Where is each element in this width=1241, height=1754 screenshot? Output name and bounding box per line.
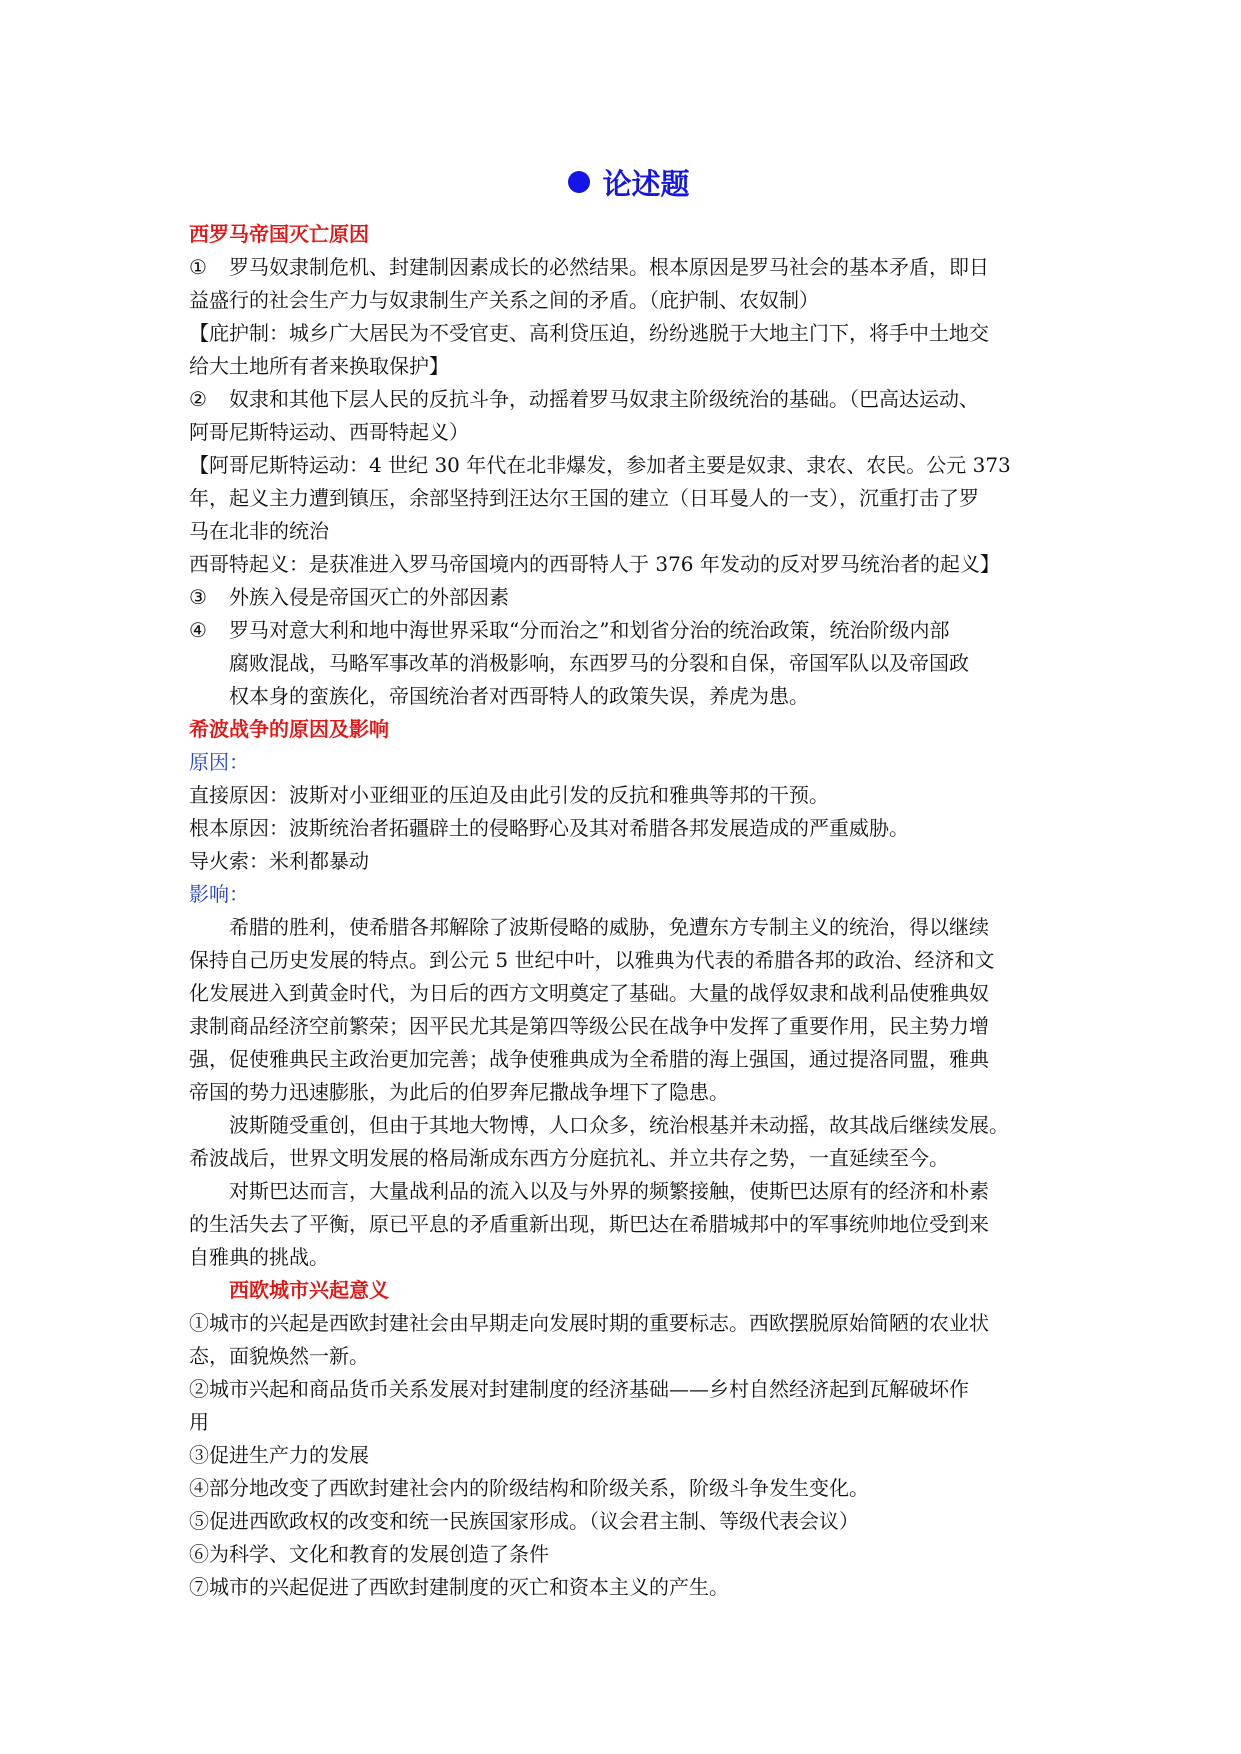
section-title-cities: 西欧城市兴起意义	[229, 1278, 389, 1302]
list-item: ①城市的兴起是西欧封建社会由早期走向发展时期的重要标志。西欧摆脱原始简陋的农业状	[189, 1311, 989, 1335]
paragraph-text: 隶制商品经济空前繁荣；因平民尤其是第四等级公民在战争中发挥了重要作用，民主势力增	[189, 1014, 989, 1038]
list-item	[189, 383, 1069, 416]
item-number: ④	[189, 618, 207, 642]
item-text: 罗马对意大利和地中海世界采取“分而治之”和划省分治的统治政策，统治阶级内部	[229, 618, 950, 642]
note-text: 年，起义主力遭到镇压，余部坚持到汪达尔王国的建立（日耳曼人的一支），沉重打击了罗	[189, 486, 979, 510]
cause-text: 根本原因：波斯统治者拓疆辟土的侵略野心及其对希腊各邦发展造成的严重威胁。	[189, 816, 909, 840]
note-text: 马在北非的统治	[189, 519, 329, 543]
item-text: 阿哥尼斯特运动、西哥特起义）	[189, 420, 469, 444]
paragraph-text: 强，促使雅典民主政治更加完善；战争使雅典成为全希腊的海上强国，通过提洛同盟，雅典	[189, 1047, 989, 1071]
effect-label: 影响：	[189, 882, 249, 906]
list-item: ⑥为科学、文化和教育的发展创造了条件	[189, 1542, 549, 1566]
item-text: 权本身的蛮族化，帝国统治者对西哥特人的政策失误，养虎为患。	[229, 684, 809, 708]
cause-text: 导火索：米利都暴动	[189, 849, 369, 873]
list-item: ③促进生产力的发展	[189, 1443, 369, 1467]
paragraph-text: 保持自己历史发展的特点。到公元 5 世纪中叶，以雅典为代表的希腊各邦的政治、经济和文	[189, 948, 995, 972]
note-text: 给大土地所有者来换取保护】	[189, 354, 449, 378]
list-item	[189, 614, 1069, 647]
paragraph-text: 的生活失去了平衡，原已平息的矛盾重新出现，斯巴达在希腊城邦中的军事统帅地位受到来	[189, 1212, 989, 1236]
paragraph-text: 对斯巴达而言，大量战利品的流入以及与外界的频繁接触，使斯巴达原有的经济和朴素	[229, 1179, 989, 1203]
section-title-rome: 西罗马帝国灭亡原因	[189, 222, 369, 246]
note-text: 【庇护制：城乡广大居民为不受官吏、高利贷压迫，纷纷逃脱于大地主门下，将手中土地交	[189, 321, 989, 345]
list-item: ②城市兴起和商品货币关系发展对封建制度的经济基础——乡村自然经济起到瓦解破坏作	[189, 1377, 969, 1401]
document-page	[189, 160, 1069, 1604]
note-text: 【阿哥尼斯特运动：4 世纪 30 年代在北非爆发，参加者主要是奴隶、隶农、农民。公元 373	[189, 453, 1011, 477]
paragraph-text: 化发展进入到黄金时代，为日后的西方文明奠定了基础。大量的战俘奴隶和战利品使雅典奴	[189, 981, 989, 1005]
page-title: 论述题	[602, 166, 690, 201]
list-item: ⑦城市的兴起促进了西欧封建制度的灭亡和资本主义的产生。	[189, 1575, 729, 1599]
item-text: 外族入侵是帝国灭亡的外部因素	[229, 585, 509, 609]
cause-text: 直接原因：波斯对小亚细亚的压迫及由此引发的反抗和雅典等邦的干预。	[189, 783, 829, 807]
list-item: ⑤促进西欧政权的改变和统一民族国家形成。（议会君主制、等级代表会议）	[189, 1509, 859, 1533]
list-item	[189, 581, 1069, 614]
item-number: ②	[189, 387, 207, 411]
note-text: 西哥特起义：是获准进入罗马帝国境内的西哥特人于 376 年发动的反对罗马统治者的起义】	[189, 552, 1000, 576]
list-item	[189, 251, 1069, 284]
paragraph-text: 帝国的势力迅速膨胀，为此后的伯罗奔尼撒战争埋下了隐患。	[189, 1080, 729, 1104]
list-item: ④部分地改变了西欧封建社会内的阶级结构和阶级关系，阶级斗争发生变化。	[189, 1476, 869, 1500]
paragraph-text: 希波战后，世界文明发展的格局渐成东西方分庭抗礼、并立共存之势，一直延续至今。	[189, 1146, 949, 1170]
heading	[189, 160, 1069, 204]
paragraph-text: 自雅典的挑战。	[189, 1245, 329, 1269]
item-text: 益盛行的社会生产力与奴隶制生产关系之间的矛盾。（庇护制、农奴制）	[189, 288, 819, 312]
list-item: 用	[189, 1410, 209, 1434]
item-text: 腐败混战，马略军事改革的消极影响，东西罗马的分裂和自保，帝国军队以及帝国政	[229, 651, 969, 675]
item-text: 罗马奴隶制危机、封建制因素成长的必然结果。根本原因是罗马社会的基本矛盾，即日	[229, 255, 989, 279]
bullet-icon	[568, 171, 590, 193]
section-title-greco-persian: 希波战争的原因及影响	[189, 717, 389, 741]
item-number: ③	[189, 585, 207, 609]
item-number: ①	[189, 255, 207, 279]
cause-label: 原因：	[189, 750, 249, 774]
paragraph-text: 希腊的胜利，使希腊各邦解除了波斯侵略的威胁，免遭东方专制主义的统治，得以继续	[229, 915, 989, 939]
paragraph-text: 波斯随受重创，但由于其地大物博，人口众多，统治根基并未动摇，故其战后继续发展。	[229, 1113, 1009, 1137]
list-item: 态，面貌焕然一新。	[189, 1344, 369, 1368]
item-text: 奴隶和其他下层人民的反抗斗争，动摇着罗马奴隶主阶级统治的基础。（巴高达运动、	[229, 387, 979, 411]
